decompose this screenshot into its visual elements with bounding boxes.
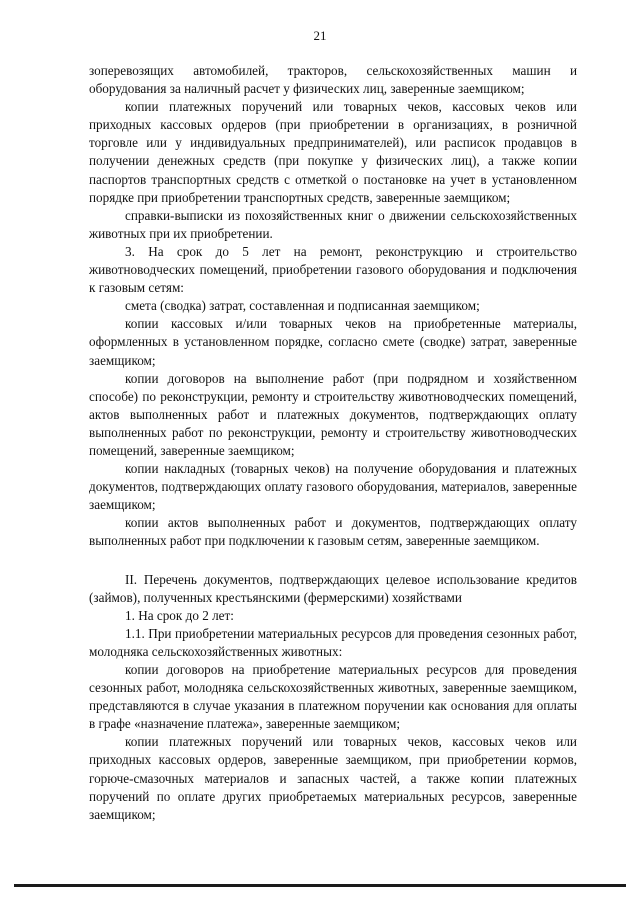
paragraph: копии кассовых и/или товарных чеков на приобретенные материалы, оформленных в установленном порядке, согласно смете (сводке) затрат, заверенные заемщиком; [89, 316, 577, 368]
section-heading: II. Перечень документов, подтверждающих целевое использование кредитов (займов), полученных крестьянскими (фермерскими) хозяйствами [89, 571, 577, 605]
paragraph: зоперевозящих автомобилей, тракторов, сельскохозяйственных машин и оборудования за наличный расчет у физических лиц, заверенные заемщиком; [89, 63, 577, 97]
paragraph: 1. На срок до 2 лет: [125, 607, 234, 623]
paragraph: копии договоров на выполнение работ (при подрядном и хозяйственном способе) по реконструкции, ремонту и строительству животноводческих помещений, актов выполненных работ и платежных документов, подтверждающих оплату выполненных работ по реконструкции, ремонту и строительству животноводческих помещений, заверенные заемщиком; [89, 370, 577, 458]
paragraph: 3. На срок до 5 лет на ремонт, реконструкцию и строительство животноводческих помещений, приобретении газового оборудования и подключения к газовым сетям: [89, 243, 577, 296]
paragraph: смета (сводка) затрат, составленная и подписанная заемщиком; [125, 298, 480, 314]
bottom-divider [14, 884, 626, 887]
paragraph: копии накладных (товарных чеков) на получение оборудования и платежных документов, подтверждающих оплату газового оборудования, материалов, заверенные заемщиком; [89, 461, 577, 513]
page-number: 21 [313, 28, 327, 43]
paragraph: справки-выписки из похозяйственных книг о движении сельскохозяйственных животных при их приобретении. [89, 207, 577, 241]
paragraph: копии договоров на приобретение материальных ресурсов для проведения сезонных работ, молодняка сельскохозяйственных животных, заверенные заемщиком, представляются в случае указания в платежном поручении как основания для оплаты в графе «назначение платежа», заверенные заемщиком; [89, 662, 577, 732]
paragraph: 1.1. При приобретении материальных ресурсов для проведения сезонных работ, молодняка сельскохозяйственных животных: [89, 625, 577, 659]
paragraph: копии актов выполненных работ и документов, подтверждающих оплату выполненных работ при подключении к газовым сетям, заверенные заемщиком. [89, 515, 577, 549]
paragraph: копии платежных поручений или товарных чеков, кассовых чеков или приходных кассовых ордеров, заверенные заемщиком, при приобретении кормов, горюче-смазочных материалов и запасных частей, а также копии платежных поручений по оплате других приобретаемых материальных ресурсов, заверенные заемщиком; [89, 734, 577, 822]
paragraph: копии платежных поручений или товарных чеков, кассовых чеков или приходных кассовых ордеров (при приобретении в организациях, в розничной торговле или у индивидуальных предпринимателей), или расписок продавцов в получении денежных средств (при покупке у физических лиц), а также копии паспортов транспортных средств с отметкой о постановке на учет в установленном порядке при приобретении транспортных средств, заверенные заемщиком; [89, 99, 577, 205]
document-body [89, 62, 577, 824]
